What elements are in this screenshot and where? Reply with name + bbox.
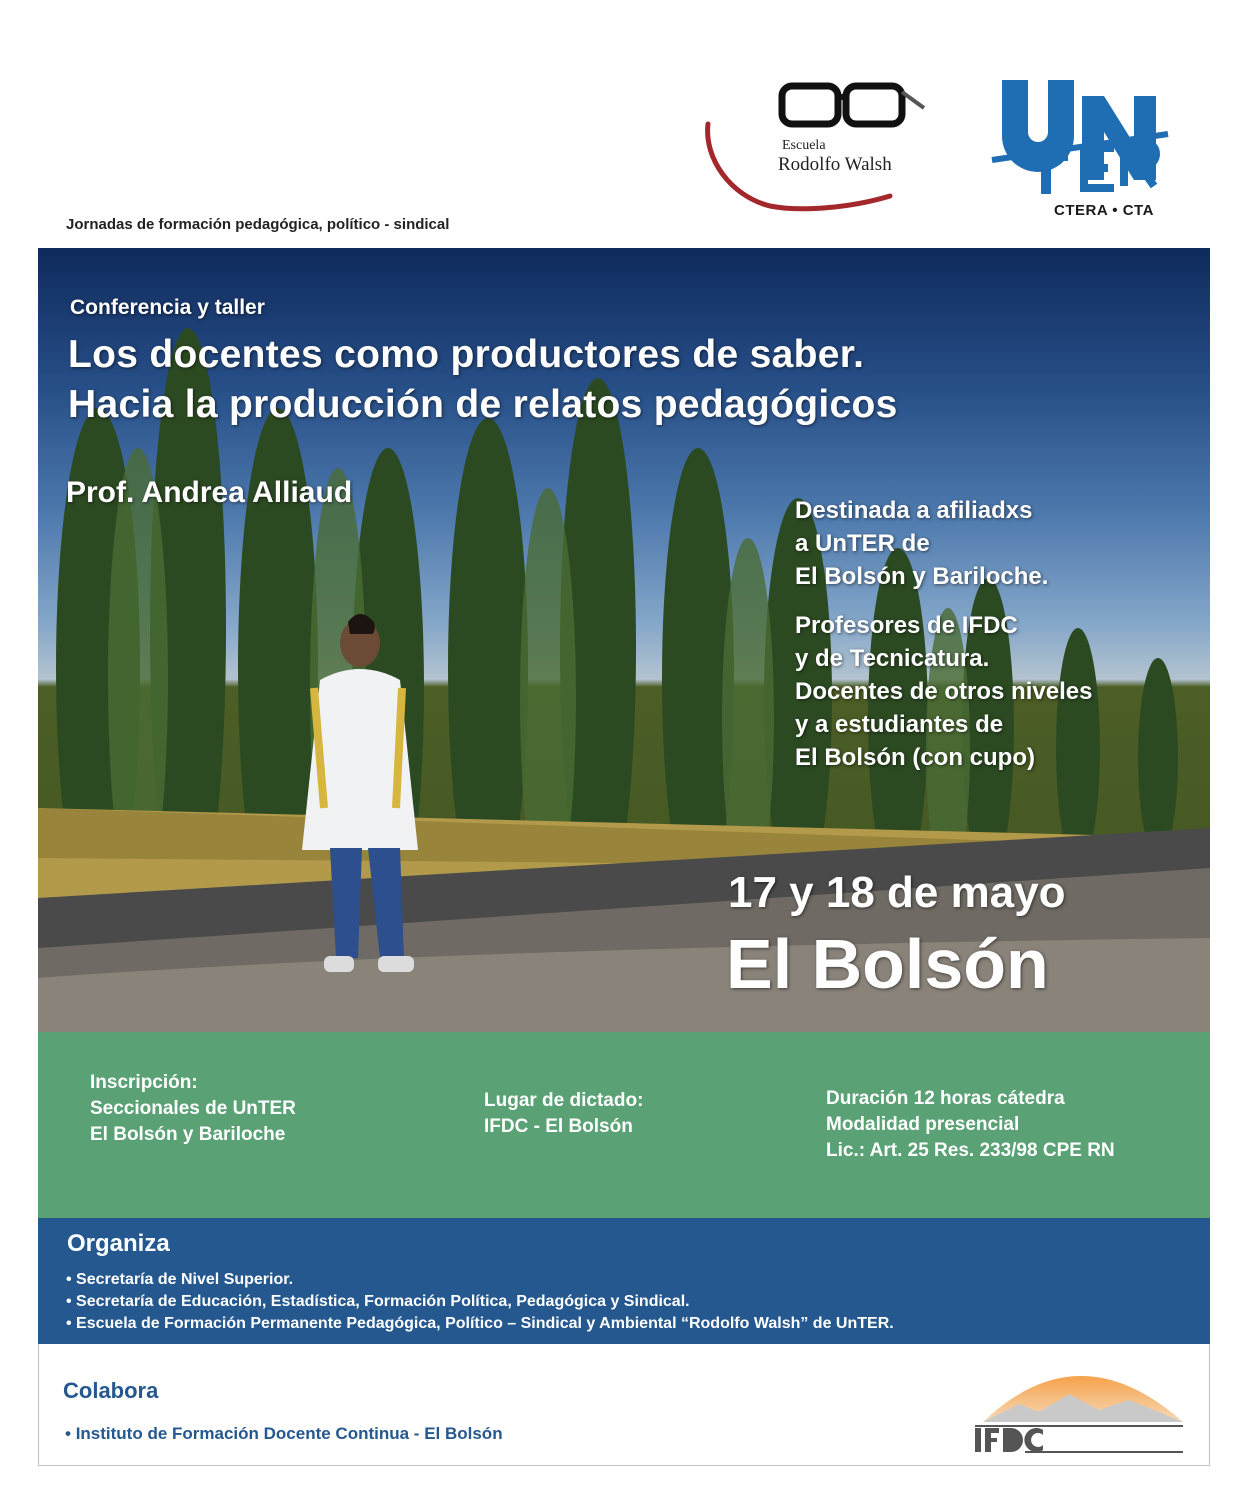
info-line: Seccionales de UnTER <box>90 1098 296 1119</box>
colabora-section <box>38 1344 1210 1466</box>
audience-line: y a estudiantes de <box>795 711 1004 738</box>
list-item: • Escuela de Formación Permanente Pedagógica, Político – Sindical y Ambiental “Rodolfo Walsh” de UnTER. <box>66 1313 894 1335</box>
ctera-cta-label: CTERA • CTA <box>1054 202 1154 219</box>
info-line: Inscripción: <box>90 1072 198 1093</box>
event-date: 17 y 18 de mayo <box>728 868 1066 917</box>
info-line: IFDC - El Bolsón <box>484 1116 633 1137</box>
info-line: Lugar de dictado: <box>484 1090 644 1111</box>
audience-line: El Bolsón y Bariloche. <box>795 563 1049 590</box>
walsh-logo-line1: Escuela <box>782 138 826 153</box>
info-line: El Bolsón y Bariloche <box>90 1124 286 1145</box>
unter-wordmark-icon <box>984 76 1184 202</box>
headline-line-1: Los docentes como productores de saber. <box>68 333 865 376</box>
audience-line: Docentes de otros niveles <box>795 678 1093 705</box>
ifdc-logo <box>969 1360 1191 1460</box>
info-line: Lic.: Art. 25 Res. 233/98 CPE RN <box>826 1140 1115 1161</box>
speaker-name: Prof. Andrea Alliaud <box>66 476 353 509</box>
colabora-title: Colabora <box>63 1378 159 1403</box>
escuela-rodolfo-walsh-logo <box>700 78 940 218</box>
audience-line: y de Tecnicatura. <box>795 645 990 672</box>
audience-text <box>795 494 1092 774</box>
audience-line: El Bolsón (con cupo) <box>795 744 1035 771</box>
event-city: El Bolsón <box>726 925 1049 1003</box>
unter-logo <box>984 76 1184 226</box>
list-item: • Secretaría de Educación, Estadística, Formación Política, Pedagógica y Sindical. <box>66 1291 894 1313</box>
ifdc-mountain-sun-icon <box>969 1360 1191 1460</box>
organiza-band <box>38 1218 1210 1344</box>
organiza-list <box>66 1269 894 1335</box>
lugar-block <box>484 1088 643 1140</box>
event-kicker: Conferencia y taller <box>70 296 265 319</box>
info-band <box>38 1032 1210 1218</box>
list-item: • Instituto de Formación Docente Continua - El Bolsón <box>65 1424 503 1444</box>
headline-line-2: Hacia la producción de relatos pedagógicos <box>68 383 898 426</box>
info-line: Duración 12 horas cátedra <box>826 1088 1065 1109</box>
hero-photo-panel <box>38 248 1210 1032</box>
audience-line: Profesores de IFDC <box>795 612 1018 639</box>
walsh-logo-line2: Rodolfo Walsh <box>778 154 892 175</box>
duracion-block <box>826 1086 1115 1164</box>
audience-line: a UnTER de <box>795 530 930 557</box>
info-line: Modalidad presencial <box>826 1114 1020 1135</box>
organiza-title: Organiza <box>67 1230 170 1257</box>
list-item: • Secretaría de Nivel Superior. <box>66 1269 894 1291</box>
event-series-tagline: Jornadas de formación pedagógica, político - sindical <box>66 216 450 233</box>
inscripcion-block <box>90 1070 296 1148</box>
audience-line: Destinada a afiliadxs <box>795 497 1033 524</box>
event-headline <box>68 330 898 430</box>
